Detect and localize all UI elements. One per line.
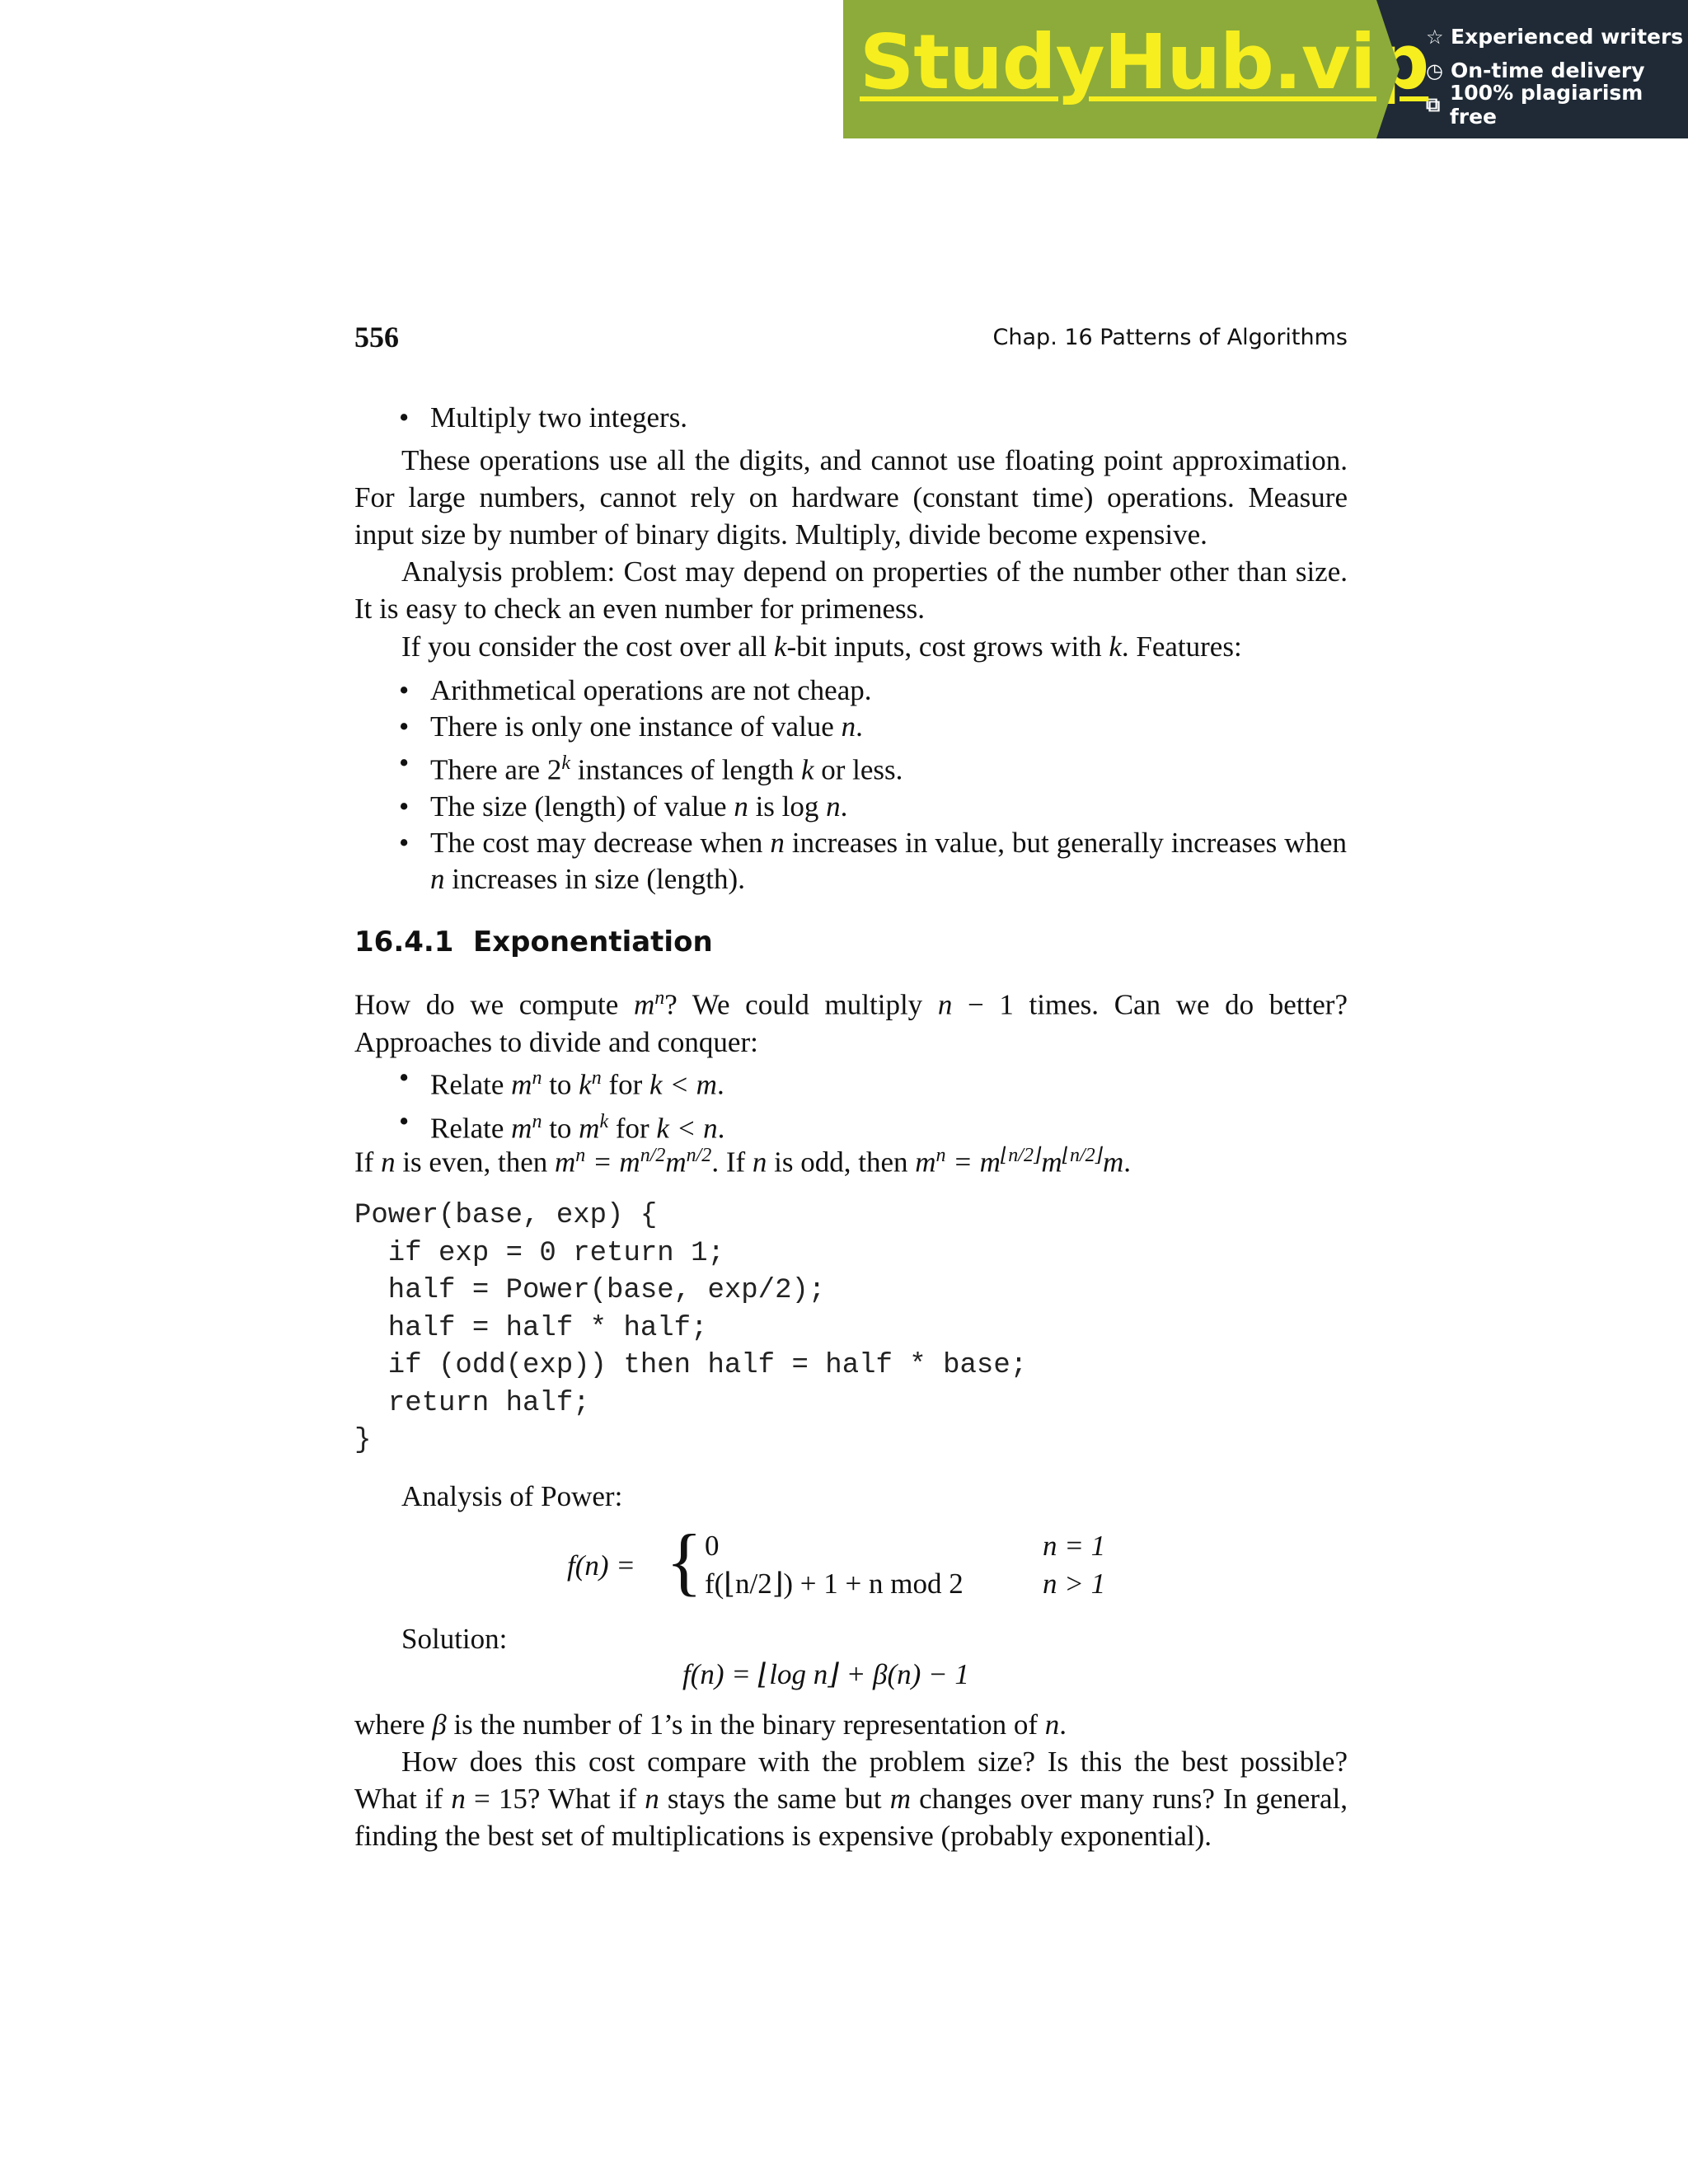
recurrence-brace: { [666,1519,703,1603]
list-item [399,1060,1347,1104]
text: . [717,1112,725,1145]
text: . [716,1068,724,1101]
recurrence-lhs: f(n) = [567,1549,635,1582]
math-var: n [770,826,785,859]
code-line: } [354,1425,372,1456]
math-sup: n [935,1145,946,1166]
math-sup: ⌊n/2⌋ [1062,1145,1104,1166]
math-var: k [579,1068,592,1101]
math-sup: n/2 [686,1145,712,1166]
paragraph-cost-over-inputs [354,628,1348,665]
text: for [601,1068,650,1101]
math-sup: ⌊n/2⌋ [1000,1145,1042,1166]
math-var: m [1103,1146,1124,1179]
text: ? We could multiply [664,988,938,1021]
features-list [399,673,1347,898]
math-var: n [752,1146,767,1179]
text: The size (length) of value [430,790,734,823]
text: is even, then [395,1146,555,1179]
list-item [399,825,1347,898]
math-var: n [937,988,953,1021]
paragraph-cost-compare [354,1743,1348,1854]
feature-plagiarism [1426,80,1688,129]
text: changes over many runs? In general, finding the best set of multiplications is expensive (probably exponential). [354,1783,1348,1852]
math-var: m [889,1783,911,1815]
text: . [840,790,848,823]
math-sup: k [561,752,570,774]
feature-label: Experienced writers [1451,25,1684,49]
text: The cost may decrease when [430,826,771,859]
math-var: m [1041,1146,1062,1179]
chapter-title: Chap. 16 Patterns of Algorithms [992,325,1348,350]
text: . [856,710,863,743]
math-var: k [773,630,787,663]
math-var: m [511,1068,532,1101]
math-var: n [826,790,841,823]
recurrence-case1-condition: n = 1 [1043,1530,1106,1562]
code-line: if exp = 0 return 1; [354,1237,724,1269]
math-var: = m [945,1146,1001,1179]
paragraph-analysis-problem: Analysis problem: Cost may depend on properties of the number other than size. It is easy to check an even number for primeness. [354,555,1348,625]
math-var: m [665,1146,687,1179]
math-sup: n [654,987,665,1009]
recurrence-case1-value: 0 [705,1530,720,1562]
intro-bullet-list [399,400,1347,436]
list-item: • Multiply two integers. [399,400,1347,436]
code-line: Power(base, exp) { [354,1200,658,1231]
analysis-label: Analysis of Power: [401,1480,623,1512]
math-var: = m [585,1146,640,1179]
code-line: if (odd(exp)) then half = half * base; [354,1350,1028,1381]
text: . [1123,1146,1132,1179]
text: stays the same but [659,1783,890,1815]
text: . If [711,1146,753,1179]
math-condition: k < m [649,1068,717,1101]
math-var: n [841,710,856,743]
math-var: m [633,988,655,1021]
paragraph-where-beta [354,1706,1348,1743]
text: is log [748,790,827,823]
paragraph-compute-power [354,980,1348,1061]
text: or less. [814,753,903,786]
approaches-list [399,1060,1347,1146]
feature-writers [1426,20,1688,54]
math-sup: n [591,1067,602,1089]
math-sup: n [575,1145,586,1166]
math-condition: k < n [656,1112,718,1145]
text: How do we compute [354,988,634,1021]
text: . Features: [1121,630,1242,663]
star-icon: ☆ [1426,25,1444,49]
banner-arrow-decoration [1376,0,1400,138]
text: increases in size (length). [444,862,745,895]
paragraph-operations: These operations use all the digits, and cannot use floating point approximation. For large numbers, cannot rely on hardware (constant time) operations. Measure input size by number of binary digits. Multiply, divide become expensive. [354,444,1348,551]
math-sup: n/2 [640,1145,666,1166]
text: = 15? What if [465,1783,645,1815]
text: − 1 times. Can we do better? Approaches to divide and conquer: [354,988,1348,1058]
recurrence-case2-condition: n > 1 [1043,1568,1106,1600]
math-var: β [432,1708,447,1741]
clock-icon: ◷ [1426,59,1443,82]
section-number: 16.4.1 [354,926,454,958]
section-title: Exponentiation [473,926,713,958]
code-line: return half; [354,1387,590,1419]
copy-icon: ⧉ [1426,92,1441,116]
math-var: m [579,1112,600,1145]
math-sup: k [599,1110,609,1132]
recurrence-case2-value: f(⌊n/2⌋) + 1 + n mod 2 [705,1568,964,1600]
math-var: n [645,1783,659,1815]
text: Relate [430,1068,512,1101]
feature-label: On-time delivery [1451,59,1645,82]
paragraph-parity [354,1137,1348,1181]
solution-label: Solution: [401,1623,508,1655]
page-number: 556 [354,321,399,354]
text: How does this cost compare with the problem size? Is this the best possible? What if [354,1746,1348,1815]
text: to [542,1112,579,1145]
math-var: m [555,1146,576,1179]
text: Relate [430,1112,512,1145]
text: instances of length [570,753,801,786]
math-var: m [511,1112,532,1145]
section-heading [354,926,713,958]
math-sup: n [532,1067,542,1089]
list-item [399,709,1347,745]
math-var: k [1109,630,1122,663]
text: is the number of 1’s in the binary representation of [446,1708,1045,1741]
text: There is only one instance of value [430,710,842,743]
text: where [354,1708,433,1741]
text: is odd, then [767,1146,916,1179]
text: If [354,1146,382,1179]
text: If you consider the cost over all [401,630,774,663]
text: . [1059,1708,1067,1741]
feature-label: 100% plagiarism free [1449,80,1643,129]
promo-banner[interactable] [843,0,1688,138]
list-item [399,789,1347,825]
math-var: n [734,790,748,823]
text: There are 2 [430,753,562,786]
logo-panel[interactable] [843,0,1429,138]
math-var: k [800,753,814,786]
text: -bit inputs, cost grows with [786,630,1109,663]
list-item [399,745,1347,789]
code-line: half = Power(base, exp/2); [354,1275,826,1306]
math-var: n [451,1783,466,1815]
math-var: m [915,1146,936,1179]
text: to [542,1068,579,1101]
math-var: n [381,1146,396,1179]
studyhub-logo[interactable]: StudyHub.vip [860,18,1429,106]
text: for [608,1112,657,1145]
code-line: half = half * half; [354,1312,708,1344]
math-var: n [430,862,445,895]
list-item: • Arithmetical operations are not cheap. [399,673,1347,709]
solution-formula: f(n) = ⌊log n⌋ + β(n) − 1 [682,1658,969,1690]
math-sup: n [532,1110,542,1132]
text: increases in value, but generally increases when [784,826,1348,859]
math-var: n [1044,1708,1060,1741]
code-block [354,1197,1027,1460]
